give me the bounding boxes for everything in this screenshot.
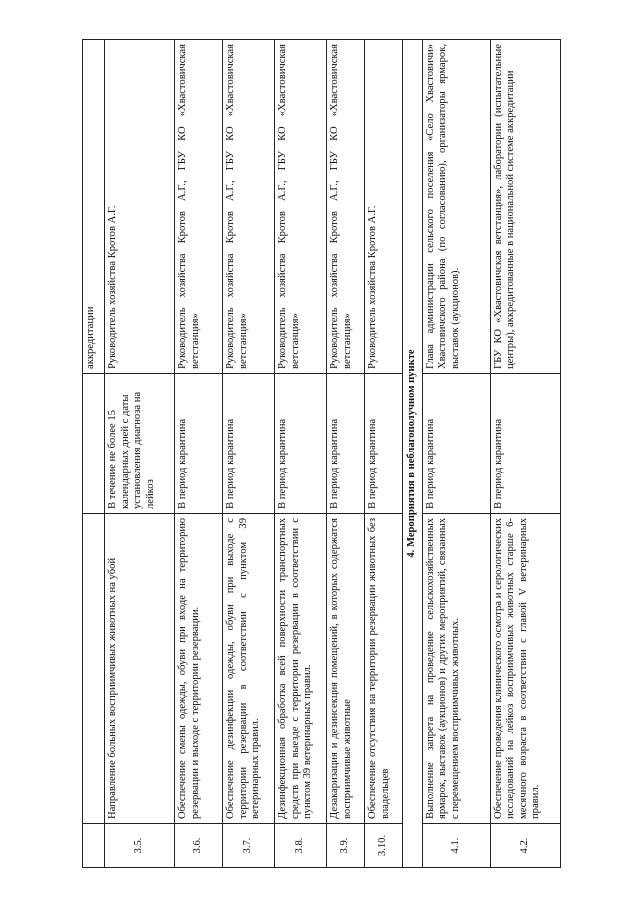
table-row <box>327 40 365 868</box>
table-row <box>490 40 560 868</box>
row-action: Обеспечение смены одежды, обуви при входе на территорию резервации и выходе с территории резервации. <box>175 514 223 824</box>
rotated-table-container <box>82 40 544 868</box>
row-responsible: Руководитель хозяйства Кротов А.Г., ГБУ КО «Хвастовичская ветстанция» <box>327 40 365 374</box>
row-number: 4.2. <box>490 824 560 868</box>
row-action: Направление больных восприимчивых животных на убой <box>105 514 175 824</box>
row-number: 3.8. <box>275 824 327 868</box>
row-number <box>83 824 105 868</box>
table-row <box>83 40 105 868</box>
section-title: 4. Мероприятия в неблагополучном пункте <box>403 40 423 868</box>
row-responsible: Руководитель хозяйства Кротов А.Г., ГБУ КО «Хвастовичская ветстанция» <box>175 40 223 374</box>
table-row <box>223 40 275 868</box>
row-action <box>83 514 105 824</box>
row-action: Выполнение запрета на проведение сельскохозяйственных ярмарок, выставок (аукционов) и других мероприятий, связанных с перемещением восприимчивых животных. <box>422 514 490 824</box>
row-term <box>83 374 105 514</box>
row-term: В период карантина <box>365 374 403 514</box>
measures-table <box>82 39 561 868</box>
row-number: 3.10. <box>365 824 403 868</box>
table-row <box>175 40 223 868</box>
row-responsible: Руководитель хозяйства Кротов А.Г., ГБУ КО «Хвастовичская ветстанция» <box>223 40 275 374</box>
row-number: 3.5. <box>105 824 175 868</box>
row-term: В период карантина <box>327 374 365 514</box>
table-row <box>422 40 490 868</box>
row-action: Обеспечение проведения клинического осмотра и серологических исследований на лейкоз восприимчивых животных старше 6-месячного возраста в соответствии с главой V ветеринарных правил. <box>490 514 560 824</box>
row-responsible: ГБУ КО «Хвастовичская ветстанция», лаборатории (испытательные центры), аккредитованные в национальной системе аккредитации <box>490 40 560 374</box>
row-number: 3.7. <box>223 824 275 868</box>
row-number: 4.1. <box>422 824 490 868</box>
row-term: В период карантина <box>223 374 275 514</box>
row-term: В период карантина <box>422 374 490 514</box>
row-term: В течение не более 15 календарных дней с даты установления диагноза на лейкоз <box>105 374 175 514</box>
row-term: В период карантина <box>490 374 560 514</box>
row-term: В период карантина <box>275 374 327 514</box>
row-action: Обеспечение дезинфекции одежды, обуви при выходе с территории резервации в соответствии с пунктом 39 ветеринарных правил. <box>223 514 275 824</box>
table-row <box>275 40 327 868</box>
row-responsible: Глава администрации сельского поселения «Село Хвастовичи» Хвастовичского района (по согласованию), организаторы ярмарок, выставок (аукционов). <box>422 40 490 374</box>
row-action: Обеспечение отсутствия на территории резервации животных без владельцев <box>365 514 403 824</box>
row-responsible: Руководитель хозяйства Кротов А.Г., ГБУ КО «Хвастовичская ветстанция» <box>275 40 327 374</box>
row-responsible: аккредитации <box>83 40 105 374</box>
table-row <box>365 40 403 868</box>
row-number: 3.6. <box>175 824 223 868</box>
row-number: 3.9. <box>327 824 365 868</box>
row-action: Дезинфекционная обработка всей поверхности транспортных средств при выезде с территории резервации в соответствии с пунктом 39 ветеринарных правил. <box>275 514 327 824</box>
row-responsible: Руководитель хозяйства Кротов А.Г. <box>105 40 175 374</box>
row-term: В период карантина <box>175 374 223 514</box>
row-responsible: Руководитель хозяйства Кротов А.Г. <box>365 40 403 374</box>
table-row <box>105 40 175 868</box>
row-action: Дезакаризация и дезинсекция помещений, в которых содержатся восприимчивые животные <box>327 514 365 824</box>
section-header-row <box>403 40 423 868</box>
